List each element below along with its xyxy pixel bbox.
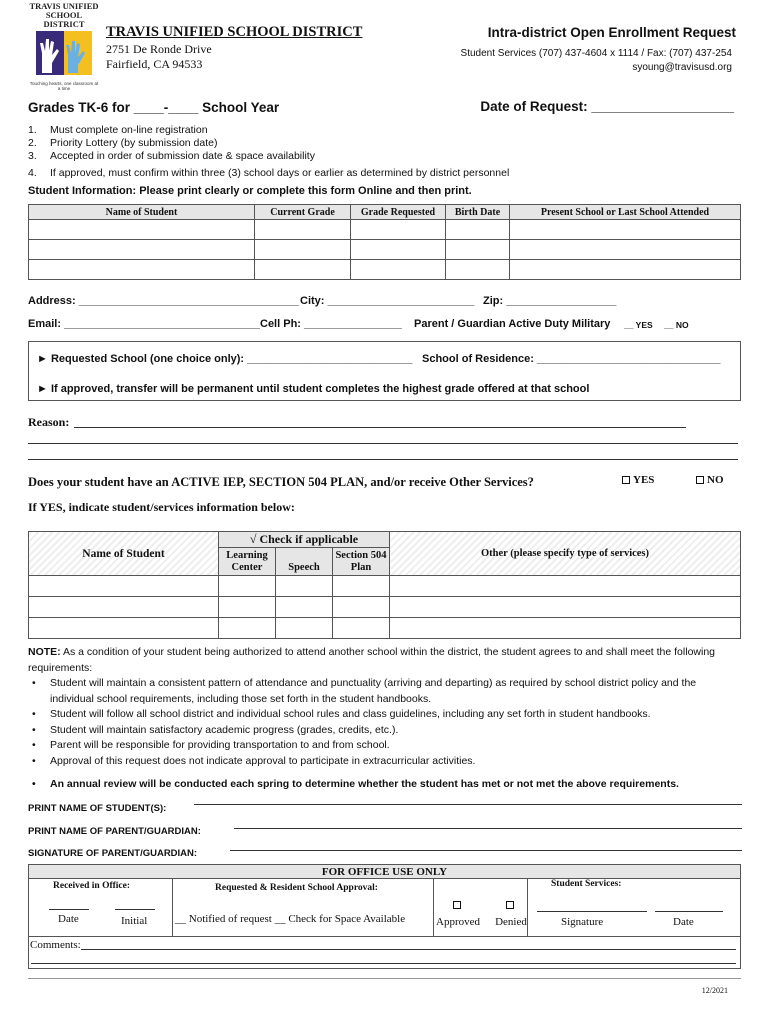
section504-cell[interactable] [333, 576, 390, 597]
annual-review [28, 777, 740, 793]
address-field[interactable]: Address: ____________________________________ [28, 295, 299, 307]
reason-line[interactable] [28, 459, 738, 460]
services-col-speech: Speech [276, 548, 333, 576]
services-name-cell[interactable] [29, 597, 219, 618]
table-row [29, 260, 741, 280]
table-row [29, 220, 741, 240]
requirement-item: 4. If approved, must confirm within three (3) school days or earlier as determined by district personnel [28, 167, 510, 179]
birth-date-cell[interactable] [446, 240, 510, 260]
student-name-cell[interactable] [29, 260, 255, 280]
comments-label: Comments: [30, 939, 81, 951]
requested-school-box [28, 341, 741, 401]
list-item: • Approval of this request does not indicate approval to participate in extracurricular activities. [28, 754, 740, 770]
learning-center-cell[interactable] [219, 576, 276, 597]
received-initial-label: Initial [121, 915, 148, 927]
iep-question: Does your student have an ACTIVE IEP, SECTION 504 PLAN, and/or receive Other Services? [28, 475, 534, 489]
services-check-header: √ Check if applicable [219, 532, 390, 548]
received-date-label: Date [58, 913, 79, 925]
table-row [29, 618, 741, 639]
grade-requested-cell[interactable] [351, 220, 446, 240]
learning-center-cell[interactable] [219, 597, 276, 618]
active-military-label: Parent / Guardian Active Duty Military [414, 318, 611, 330]
requirements-list [28, 124, 509, 180]
logo-line1: TRAVIS UNIFIED [29, 1, 99, 11]
office-divider [172, 879, 173, 936]
military-no-option[interactable]: __ NO [664, 320, 689, 330]
checkbox-icon[interactable] [506, 901, 514, 909]
city-field[interactable]: City: ________________________ [300, 295, 475, 307]
contact-email: syoung@travisusd.org [632, 62, 732, 73]
denied-option[interactable]: Denied [491, 899, 531, 928]
present-school-cell[interactable] [510, 260, 741, 280]
comments-line[interactable] [81, 949, 736, 950]
print-parent-label: PRINT NAME OF PARENT/GUARDIAN: [28, 826, 201, 837]
notified-check-space[interactable]: __ Notified of request __ Check for Space Available [175, 913, 406, 925]
col-current-grade: Current Grade [255, 205, 351, 220]
office-use-box [28, 864, 741, 969]
form-title: Intra-district Open Enrollment Request [487, 25, 736, 40]
student-services-signature-line[interactable] [537, 911, 647, 912]
signature-parent-line[interactable] [230, 850, 742, 851]
print-student-label: PRINT NAME OF STUDENT(S): [28, 803, 167, 814]
list-item: • Student will maintain satisfactory academic progress (grades, credits, etc.). [28, 723, 740, 739]
student-info-table [28, 204, 741, 280]
student-services-label: Student Services: [551, 879, 622, 889]
requirement-item: 3. Accepted in order of submission date & space availability [28, 150, 315, 162]
note-paragraph: NOTE: As a condition of your student being authorized to attend another school within the district, the student agrees to and shall meet the following requirements: [28, 646, 715, 674]
print-student-line[interactable] [194, 804, 742, 805]
col-present-school: Present School or Last School Attended [510, 205, 741, 220]
services-col-other: Other (please specify type of services) [390, 532, 741, 576]
district-name: TRAVIS UNIFIED SCHOOL DISTRICT [106, 24, 363, 40]
present-school-cell[interactable] [510, 220, 741, 240]
district-logo [28, 2, 100, 90]
reason-line[interactable] [74, 427, 686, 428]
table-row [29, 576, 741, 597]
district-address-2: Fairfield, CA 94533 [106, 57, 203, 71]
hands-logo-icon [28, 29, 100, 79]
services-col-name: Name of Student [29, 532, 219, 576]
table-row [29, 597, 741, 618]
requirement-item: 1. Must complete on-line registration [28, 124, 208, 136]
table-row [29, 240, 741, 260]
comments-line[interactable] [31, 963, 736, 964]
grade-requested-cell[interactable] [351, 260, 446, 280]
current-grade-cell[interactable] [255, 260, 351, 280]
student-name-cell[interactable] [29, 240, 255, 260]
services-name-cell[interactable] [29, 618, 219, 639]
transfer-permanent-note: ► If approved, transfer will be permanent until student completes the highest grade offered at that school [37, 383, 590, 395]
col-name-of-student: Name of Student [29, 205, 255, 220]
school-of-residence-field[interactable]: School of Residence: ______________________________ [422, 353, 721, 365]
if-yes-instruction: If YES, indicate student/services information below: [28, 500, 295, 514]
logo-tagline: Touching hearts, one classroom at a time [29, 81, 99, 91]
contact-line: Student Services (707) 437-4604 x 1114 / Fax: (707) 437-254 [460, 48, 732, 59]
date-label: Date [673, 916, 694, 928]
annual-review-item: • An annual review will be conducted each spring to determine whether the student has met or not met the above requirements. [28, 777, 740, 793]
current-grade-cell[interactable] [255, 240, 351, 260]
student-info-heading: Student Information: Please print clearly or complete this form Online and then print. [28, 185, 472, 197]
office-row-divider [29, 936, 740, 937]
section504-cell[interactable] [333, 618, 390, 639]
reason-line[interactable] [28, 443, 738, 444]
grade-requested-cell[interactable] [351, 240, 446, 260]
iep-yes-option[interactable]: YES [622, 474, 654, 486]
present-school-cell[interactable] [510, 240, 741, 260]
col-birth-date: Birth Date [446, 205, 510, 220]
birth-date-cell[interactable] [446, 220, 510, 240]
section504-cell[interactable] [333, 597, 390, 618]
current-grade-cell[interactable] [255, 220, 351, 240]
logo-line2: SCHOOL DISTRICT [43, 10, 85, 29]
checkbox-icon[interactable] [622, 476, 630, 484]
other-services-cell[interactable] [390, 618, 741, 639]
approved-option[interactable]: Approved [435, 899, 481, 928]
requirement-item: 2. Priority Lottery (by submission date) [28, 137, 218, 149]
requested-school-field[interactable]: ► Requested School (one choice only): ___________________________ [37, 353, 413, 365]
list-item: • Student will follow all school district and individual school rules and class guidelines, including any set forth in student handbooks. [28, 707, 740, 723]
iep-no-option[interactable]: NO [696, 474, 724, 486]
checkbox-icon[interactable] [696, 476, 704, 484]
speech-cell[interactable] [276, 597, 333, 618]
received-in-office-label: Received in Office: [53, 881, 131, 891]
footer-rule [28, 978, 741, 979]
signature-label: Signature [561, 916, 604, 928]
student-services-date-line[interactable] [655, 911, 723, 912]
district-address-1: 2751 De Ronde Drive [106, 42, 212, 56]
birth-date-cell[interactable] [446, 260, 510, 280]
learning-center-cell[interactable] [219, 618, 276, 639]
note-section [28, 645, 740, 793]
approval-label: Requested & Resident School Approval: [215, 883, 378, 893]
grades-school-year[interactable]: Grades TK-6 for ____-____ School Year [28, 100, 280, 115]
services-name-cell[interactable] [29, 576, 219, 597]
received-initial-line[interactable] [115, 909, 155, 910]
military-yes-option[interactable]: __ YES [624, 320, 653, 330]
zip-field[interactable]: Zip: __________________ [483, 295, 617, 307]
speech-cell[interactable] [276, 618, 333, 639]
print-parent-line[interactable] [234, 828, 742, 829]
checkbox-icon[interactable] [453, 901, 461, 909]
services-table [28, 531, 741, 639]
received-date-line[interactable] [49, 909, 89, 910]
email-field[interactable]: Email: ________________________________ [28, 318, 260, 330]
services-col-learning-center: Learning Center [219, 548, 276, 576]
office-use-title: FOR OFFICE USE ONLY [29, 865, 740, 879]
list-item: • Student will maintain a consistent pattern of attendance and punctuality (arriving and departing) as required by school district policy and the individual school requirements, including those set forth in the student handbooks. [28, 676, 740, 707]
signature-parent-label: SIGNATURE OF PARENT/GUARDIAN: [28, 848, 198, 859]
footer-date: 12/2021 [701, 986, 728, 995]
list-item: • Parent will be responsible for providing transportation to and from school. [28, 738, 740, 754]
student-name-cell[interactable] [29, 220, 255, 240]
speech-cell[interactable] [276, 576, 333, 597]
services-col-504: Section 504 Plan [333, 548, 390, 576]
other-services-cell[interactable] [390, 597, 741, 618]
cell-phone-field[interactable]: Cell Ph: ________________ [260, 318, 402, 330]
office-divider [433, 879, 434, 936]
col-grade-requested: Grade Requested [351, 205, 446, 220]
other-services-cell[interactable] [390, 576, 741, 597]
note-bullets [28, 676, 740, 769]
date-of-request[interactable]: Date of Request: ___________________ [480, 99, 734, 114]
reason-label: Reason: [28, 415, 70, 429]
